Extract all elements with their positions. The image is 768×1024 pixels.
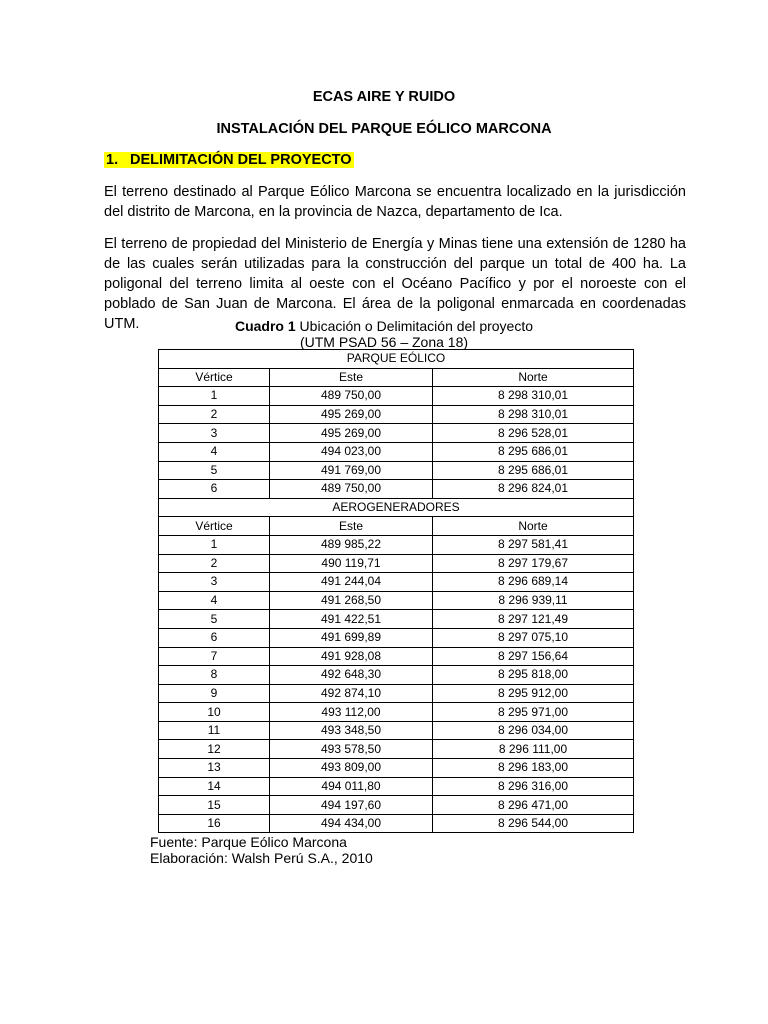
section-heading [104, 150, 354, 170]
table-cell: 490 119,71 [270, 554, 433, 573]
table-row [159, 777, 634, 796]
table-cell: 5 [159, 461, 270, 480]
table-cell: 2 [159, 405, 270, 424]
table-cell: 493 809,00 [270, 759, 433, 778]
table-cell: 493 578,50 [270, 740, 433, 759]
table-row [159, 461, 634, 480]
table-header-cell: Este [270, 517, 433, 536]
table-cell: 9 [159, 684, 270, 703]
table-cell: 8 296 939,11 [433, 591, 634, 610]
table-cell: 491 422,51 [270, 610, 433, 629]
table-row [159, 387, 634, 406]
table-cell: 12 [159, 740, 270, 759]
table-cell: 2 [159, 554, 270, 573]
table-row [159, 628, 634, 647]
table-header-row [159, 517, 634, 536]
table-row [159, 814, 634, 833]
table-cell: 13 [159, 759, 270, 778]
table-cell: 6 [159, 628, 270, 647]
table-cell: 491 268,50 [270, 591, 433, 610]
table-cell: 11 [159, 721, 270, 740]
table-cell: 8 [159, 666, 270, 685]
table-row [159, 442, 634, 461]
table-cell: 494 434,00 [270, 814, 433, 833]
table-cell: 8 297 156,64 [433, 647, 634, 666]
table-cell: 494 197,60 [270, 796, 433, 815]
coordinates-table [158, 349, 634, 833]
table-caption-subtitle: (UTM PSAD 56 – Zona 18) [299, 334, 469, 350]
table-cell: 492 648,30 [270, 666, 433, 685]
table-cell: 8 296 111,00 [433, 740, 634, 759]
table-cell: 1 [159, 535, 270, 554]
table-cell: 3 [159, 424, 270, 443]
table-cell: 6 [159, 480, 270, 499]
table-header-cell: Vértice [159, 368, 270, 387]
table-row [159, 610, 634, 629]
table-cell: 3 [159, 573, 270, 592]
table-cell: 5 [159, 610, 270, 629]
table-cell: 494 023,00 [270, 442, 433, 461]
table-cell: 493 348,50 [270, 721, 433, 740]
paragraph-location: El terreno destinado al Parque Eólico Marcona se encuentra localizado en la jurisdicción del distrito de Marcona, en la provincia de Nazca, departamento de Ica. [104, 184, 686, 220]
table-header-cell: Vértice [159, 517, 270, 536]
caption-text: Ubicación o Delimitación del proyecto [295, 318, 534, 334]
table-cell: 495 269,00 [270, 424, 433, 443]
table-row [159, 721, 634, 740]
table-cell: 8 296 528,01 [433, 424, 634, 443]
table-cell: 489 750,00 [270, 387, 433, 406]
table-cell: 491 769,00 [270, 461, 433, 480]
table-cell: 4 [159, 591, 270, 610]
table-cell: 493 112,00 [270, 703, 433, 722]
table-cell: 8 295 818,00 [433, 666, 634, 685]
table-row [159, 405, 634, 424]
section-number: 1. [106, 152, 119, 168]
table-cell: 1 [159, 387, 270, 406]
table-cell: 15 [159, 796, 270, 815]
paragraph-property: El terreno de propiedad del Ministerio de Energía y Minas tiene una extensión de 1280 ha de las cuales serán utilizadas para la construcción del parque un total de 400 ha. La poligonal del terreno limita al oeste con el Océano Pacífico y por el noroeste con el poblado de San Juan de Marcona. El área de la poligonal enmarcada en coordenadas UTM. [104, 236, 686, 332]
table-cell: 8 295 912,00 [433, 684, 634, 703]
table-cell: 16 [159, 814, 270, 833]
table-cell: 7 [159, 647, 270, 666]
table-cell: 492 874,10 [270, 684, 433, 703]
table-cell: 8 296 034,00 [433, 721, 634, 740]
table-cell: 10 [159, 703, 270, 722]
table-row [159, 759, 634, 778]
table-cell: 491 699,89 [270, 628, 433, 647]
table-cell: 14 [159, 777, 270, 796]
document-title: ECAS AIRE Y RUIDO [312, 89, 456, 105]
table-header-cell: Norte [433, 368, 634, 387]
table-row [159, 554, 634, 573]
table-cell: 489 985,22 [270, 535, 433, 554]
table-cell: 8 296 471,00 [433, 796, 634, 815]
table-row [159, 703, 634, 722]
table-section-title-row [159, 350, 634, 369]
table-cell: 8 296 316,00 [433, 777, 634, 796]
table-cell: 8 295 686,01 [433, 461, 634, 480]
table-elaboration: Elaboración: Walsh Perú S.A., 2010 [150, 850, 373, 866]
table-cell: 8 297 581,41 [433, 535, 634, 554]
table-row [159, 573, 634, 592]
table-cell: 8 296 544,00 [433, 814, 634, 833]
table-row [159, 424, 634, 443]
table-cell: 491 928,08 [270, 647, 433, 666]
table-section-title-row [159, 498, 634, 517]
table-cell: 8 298 310,01 [433, 405, 634, 424]
table-row [159, 591, 634, 610]
table-header-cell: Norte [433, 517, 634, 536]
table-cell: 8 295 686,01 [433, 442, 634, 461]
table-row [159, 796, 634, 815]
table-cell: 8 298 310,01 [433, 387, 634, 406]
table-cell: 4 [159, 442, 270, 461]
table-section-title: PARQUE EÓLICO [159, 350, 634, 369]
table-cell: 495 269,00 [270, 405, 433, 424]
table-cell: 8 297 179,67 [433, 554, 634, 573]
table-source: Fuente: Parque Eólico Marcona [150, 834, 347, 850]
caption-label: Cuadro 1 [234, 318, 296, 334]
table-row [159, 740, 634, 759]
table-cell: 8 296 824,01 [433, 480, 634, 499]
table-row [159, 666, 634, 685]
table-header-row [159, 368, 634, 387]
table-header-cell: Este [270, 368, 433, 387]
table-cell: 8 297 075,10 [433, 628, 634, 647]
section-highlight [104, 152, 354, 168]
table-cell: 8 296 183,00 [433, 759, 634, 778]
table-row [159, 684, 634, 703]
table-cell: 489 750,00 [270, 480, 433, 499]
table-cell: 494 011,80 [270, 777, 433, 796]
table-row [159, 647, 634, 666]
document-subtitle: INSTALACIÓN DEL PARQUE EÓLICO MARCONA [216, 121, 552, 137]
table-section-title: AEROGENERADORES [159, 498, 634, 517]
table-cell: 8 295 971,00 [433, 703, 634, 722]
section-title: DELIMITACIÓN DEL PROYECTO [130, 152, 352, 168]
table-row [159, 535, 634, 554]
table-caption [0, 318, 768, 334]
table-cell: 8 297 121,49 [433, 610, 634, 629]
table-cell: 8 296 689,14 [433, 573, 634, 592]
table-cell: 491 244,04 [270, 573, 433, 592]
table-row [159, 480, 634, 499]
